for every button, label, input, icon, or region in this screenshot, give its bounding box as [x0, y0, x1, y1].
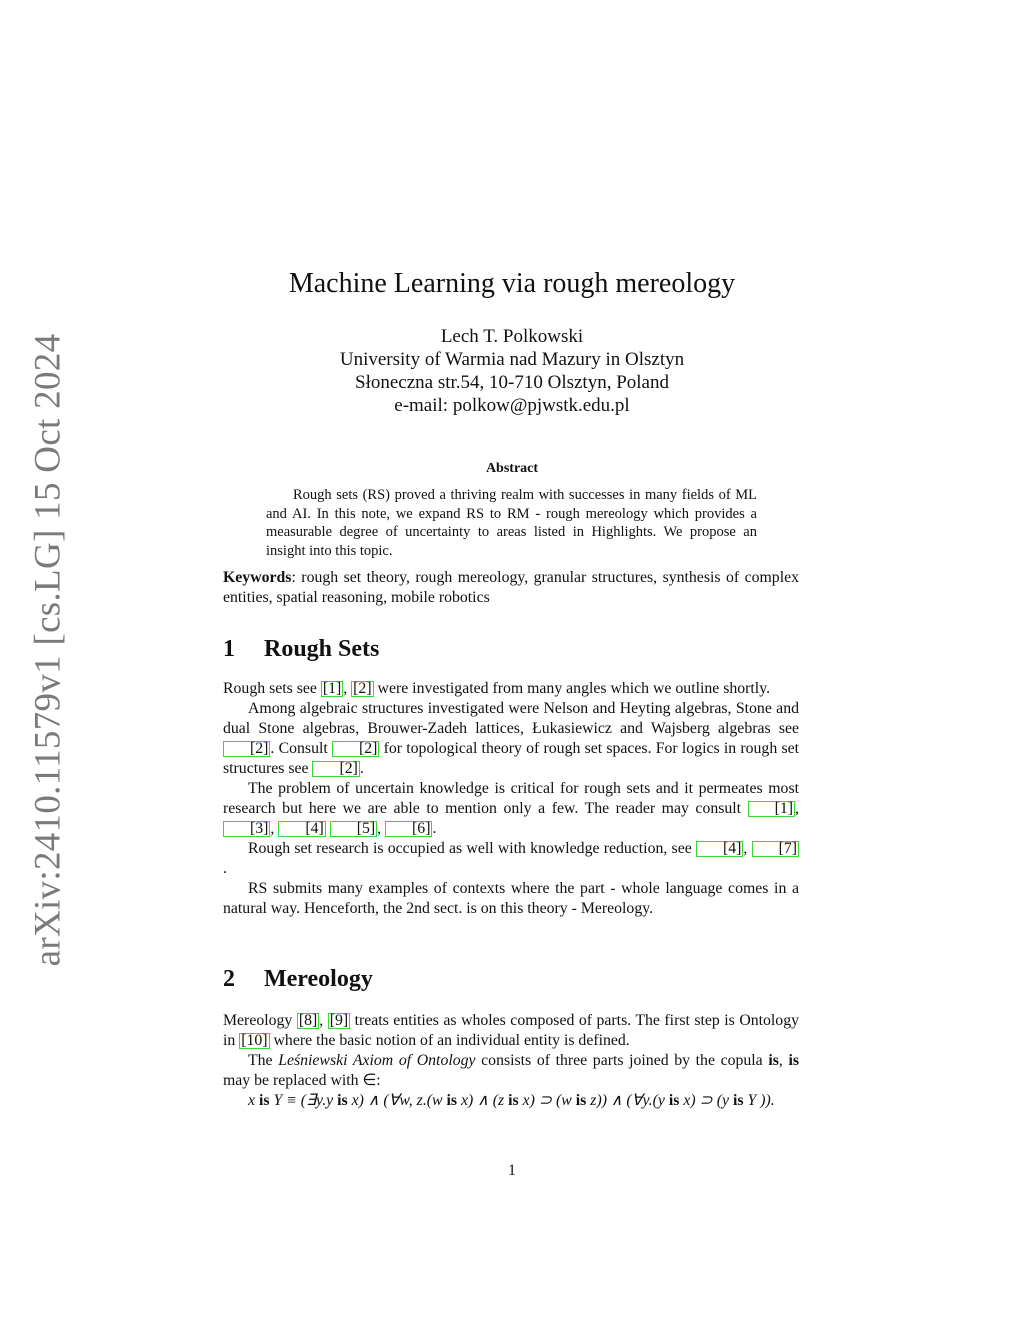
section-heading-mereology: [223, 966, 373, 993]
section-heading-rough-sets: [223, 636, 379, 663]
paragraph: The problem of uncertain knowledge is critical for rough sets and it permeates most research but here we are able to mention only a few. The reader may consult [1] , [3] , [4] [5] , [6] .: [223, 780, 799, 837]
paper-title: Machine Learning via rough mereology: [288, 268, 736, 299]
citation-link[interactable]: [7]: [752, 841, 799, 857]
citation-link[interactable]: [9]: [329, 1012, 349, 1029]
citation-link[interactable]: [6]: [385, 821, 432, 837]
citation-link[interactable]: [1]: [748, 801, 795, 817]
arxiv-identifier-text: arXiv:2410.11579v1 [cs.LG] 15 Oct 2024: [27, 333, 69, 967]
paragraph: The Leśniewski Axiom of Ontology consists of three parts joined by the copula is, is may be replaced with ∈:: [223, 1052, 799, 1089]
section-title: Rough Sets: [264, 636, 380, 662]
citation-link[interactable]: [1]: [322, 680, 342, 697]
paragraph: Rough sets see [1] , [2] were investigated from many angles which we outline shortly.: [223, 680, 771, 697]
keywords-text: : rough set theory, rough mereology, granular structures, synthesis of complex entities, spatial reasoning, mobile robotics: [223, 569, 799, 606]
keywords-line: [223, 568, 799, 608]
section-body-mereology: [223, 1011, 799, 1111]
section-body-rough-sets: [223, 679, 799, 919]
abstract-heading: Abstract: [485, 461, 539, 476]
ontology-axiom-formula: x is Y ≡ (∃y.y is x) ∧ (∀w, z.(w is x) ∧ (z is x) ⊃ (w is z)) ∧ (∀y.(y is x) ⊃ (y is Y )).: [248, 1092, 775, 1109]
citation-link[interactable]: [10]: [241, 1032, 268, 1049]
arxiv-identifier-stamp: [18, 333, 78, 967]
paragraph: Mereology [8] , [9] treats entities as wholes composed of parts. The first step is Ontology in [10] where the basic notion of an individual entity is defined.: [223, 1012, 800, 1049]
abstract-body: Rough sets (RS) proved a thriving realm with successes in many fields of ML and AI. In this note, we expand RS to RM - rough mereology which provides a measurable degree of uncertainty to areas listed in Highlights. We propose an insight into this topic.: [266, 487, 757, 559]
paragraph: RS submits many examples of contexts where the part - whole language comes in a natural way. Henceforth, the 2nd sect. is on this theory - Mereology.: [223, 880, 799, 917]
citation-link[interactable]: [4]: [278, 821, 325, 837]
author-name: Lech T. Polkowski: [440, 326, 584, 347]
section-number: 2: [223, 966, 235, 992]
author-affiliation: University of Warmia nad Mazury in Olsztyn: [339, 349, 685, 370]
section-number: 1: [223, 636, 235, 662]
keywords-label: Keywords: [223, 569, 292, 586]
author-address: Słoneczna str.54, 10-710 Olsztyn, Poland: [355, 372, 669, 393]
section-title: Mereology: [264, 966, 373, 992]
axiom-name: Leśniewski Axiom of Ontology: [278, 1052, 476, 1069]
citation-link[interactable]: [5]: [330, 821, 377, 837]
citation-link[interactable]: [2]: [312, 761, 359, 777]
citation-link[interactable]: [2]: [332, 741, 379, 757]
citation-link[interactable]: [4]: [696, 841, 743, 857]
author-block: [0, 325, 1024, 417]
citation-link[interactable]: [2]: [223, 741, 270, 757]
paragraph: Rough set research is occupied as well with knowledge reduction, see [4] , [7].: [223, 840, 797, 877]
author-email: e-mail: polkow@pjwstk.edu.pl: [394, 395, 630, 416]
citation-link[interactable]: [2]: [353, 680, 372, 697]
page-number: 1: [508, 1162, 516, 1179]
citation-link[interactable]: [3]: [223, 821, 270, 837]
citation-link[interactable]: [8]: [298, 1012, 318, 1029]
paragraph: Among algebraic structures investigated were Nelson and Heyting algebras, Stone and dual Stone algebras, Brouwer-Zadeh lattices, Łukasiewicz and Wajsberg algebras see [2] . Consult [2] for topological theory of rough set spaces. For logics in rough set structures see [2] .: [223, 700, 800, 777]
